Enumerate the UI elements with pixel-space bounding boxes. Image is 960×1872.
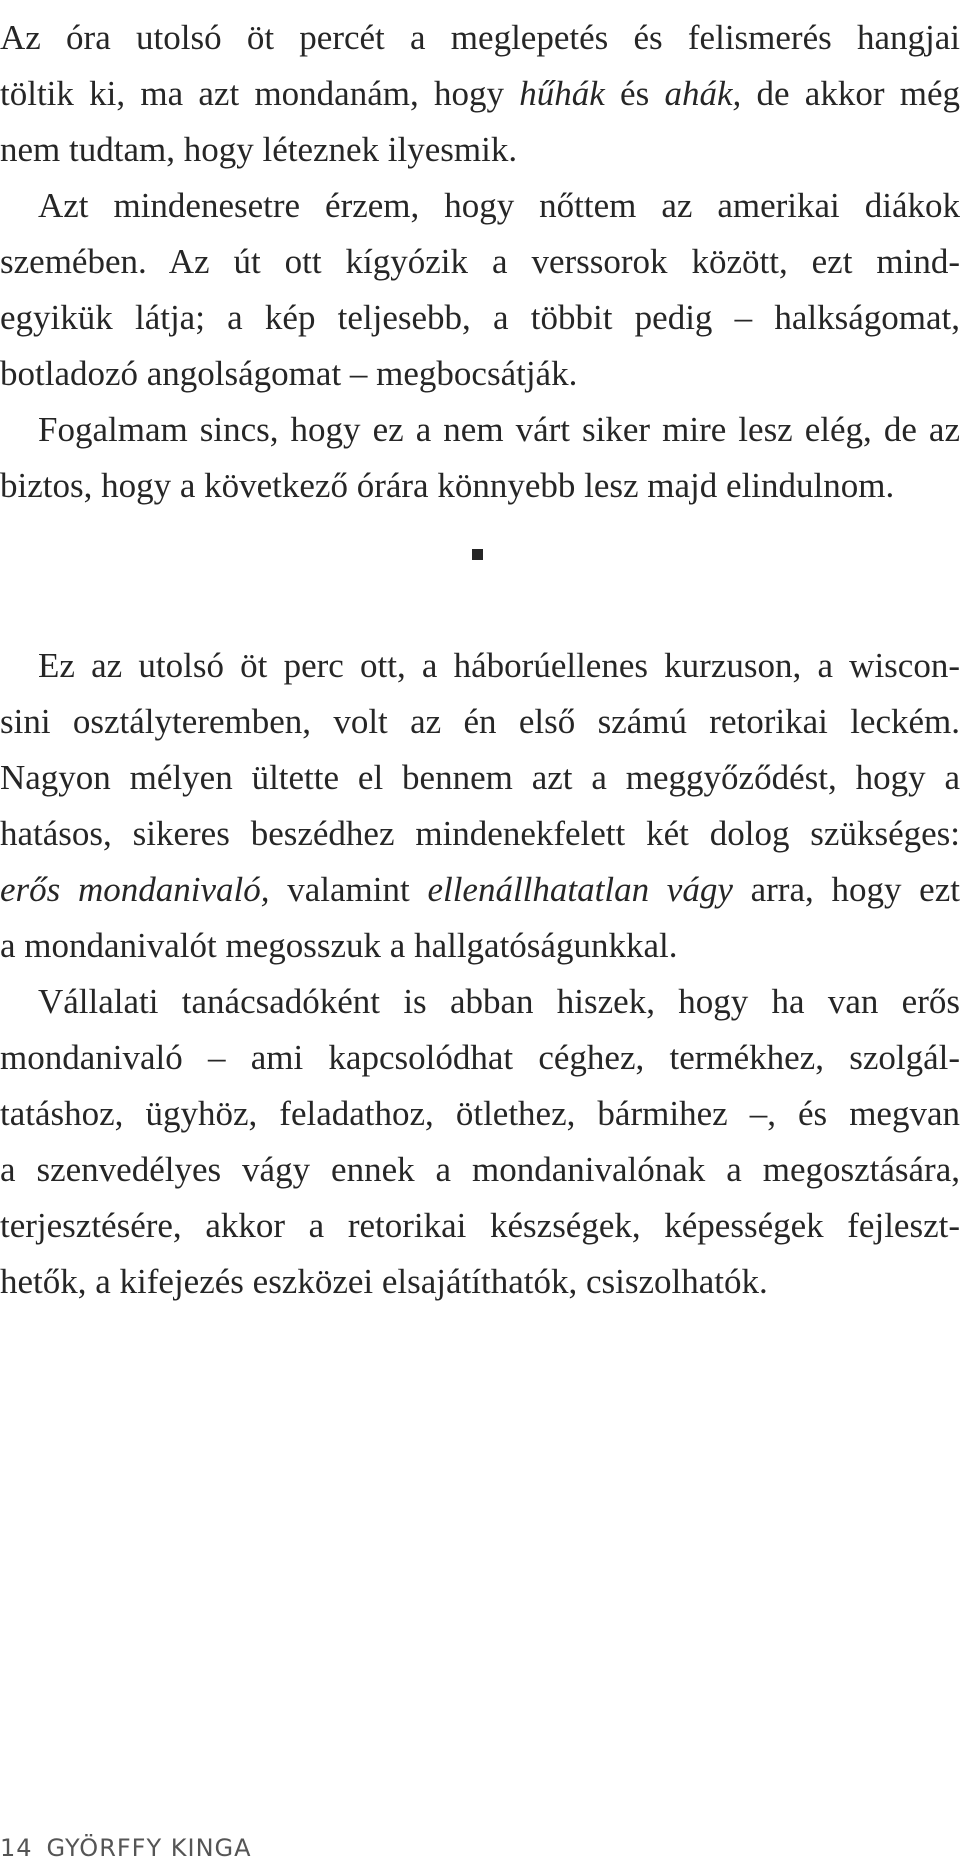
text-line (0, 974, 960, 1030)
text-run: Vállalati tanácsadóként is abban hiszek, hogy ha van erős (38, 982, 960, 1021)
text-run: töltik ki, ma azt mondanám, hogy (0, 74, 520, 113)
author-name: GYÖRFFY KINGA (46, 1834, 252, 1862)
text-run: Fogalmam sincs, hogy ez a nem várt siker mire lesz elég, de az (38, 410, 960, 449)
text-line (0, 1030, 960, 1086)
text-run: Nagyon mélyen ültette el bennem azt a meggyőződést, hogy a (0, 758, 960, 797)
text-run: tatáshoz, ügyhöz, feladathoz, ötlethez, bármihez –, és megvan (0, 1094, 960, 1133)
text-line (0, 458, 960, 514)
text-run: egyikük látja; a kép teljesebb, a többit pedig – halkságomat, (0, 298, 960, 337)
text-line (0, 402, 960, 458)
text-run: a szenvedélyes vágy ennek a mondanivalónak a megosztására, (0, 1150, 960, 1189)
section-separator (472, 549, 483, 560)
text-run: terjesztésére, akkor a retorikai készségek, képességek fejleszt- (0, 1206, 960, 1245)
text-run: nem tudtam, hogy léteznek ilyesmik. (0, 130, 518, 169)
text-line (0, 346, 960, 402)
text-run: mondanivaló – ami kapcsolódhat céghez, termékhez, szolgál- (0, 1038, 960, 1077)
text-line (0, 1142, 960, 1198)
text-run: valamint (269, 870, 428, 909)
page-number: 14 (0, 1834, 33, 1862)
text-line (0, 750, 960, 806)
text-line (0, 1198, 960, 1254)
text-line (0, 178, 960, 234)
text-run: hetők, a kifejezés eszközei elsajátíthatók, csiszolhatók. (0, 1262, 768, 1301)
text-run: szemében. Az út ott kígyózik a verssorok között, ezt mind- (0, 242, 960, 281)
text-line (0, 290, 960, 346)
text-run: és (604, 74, 665, 113)
text-line (0, 806, 960, 862)
text-line (0, 122, 960, 178)
text-run: de akkor még (741, 74, 960, 113)
text-line (0, 694, 960, 750)
text-run: Ez az utolsó öt perc ott, a háborúellenes kurzuson, a wiscon- (38, 646, 960, 685)
text-run: a mondanivalót megosszuk a hallgatóságunkkal. (0, 926, 678, 965)
italic-text: ellenállhatatlan vágy (427, 870, 733, 909)
text-run: arra, hogy ezt (732, 870, 960, 909)
text-line (0, 66, 960, 122)
text-line (0, 234, 960, 290)
text-line (0, 638, 960, 694)
text-run: Az óra utolsó öt percét a meglepetés és felismerés hangjai (0, 18, 960, 57)
text-line (0, 1254, 960, 1310)
italic-text: erős mondanivaló, (0, 870, 270, 909)
text-run: biztos, hogy a következő órára könnyebb lesz majd elindulnom. (0, 466, 895, 505)
italic-text: ahák, (664, 74, 742, 113)
page-footer (0, 1833, 252, 1863)
text-line (0, 1086, 960, 1142)
text-line (0, 862, 960, 918)
text-run: sini osztályteremben, volt az én első számú retorikai leckém. (0, 702, 960, 741)
text-run: botladozó angolságomat – megbocsátják. (0, 354, 578, 393)
italic-text: hűhák (519, 74, 605, 113)
text-run: hatásos, sikeres beszédhez mindenekfelett két dolog szükséges: (0, 814, 960, 853)
text-run: Azt mindenesetre érzem, hogy nőttem az amerikai diákok (38, 186, 960, 225)
text-line (0, 918, 960, 974)
text-line (0, 10, 960, 66)
